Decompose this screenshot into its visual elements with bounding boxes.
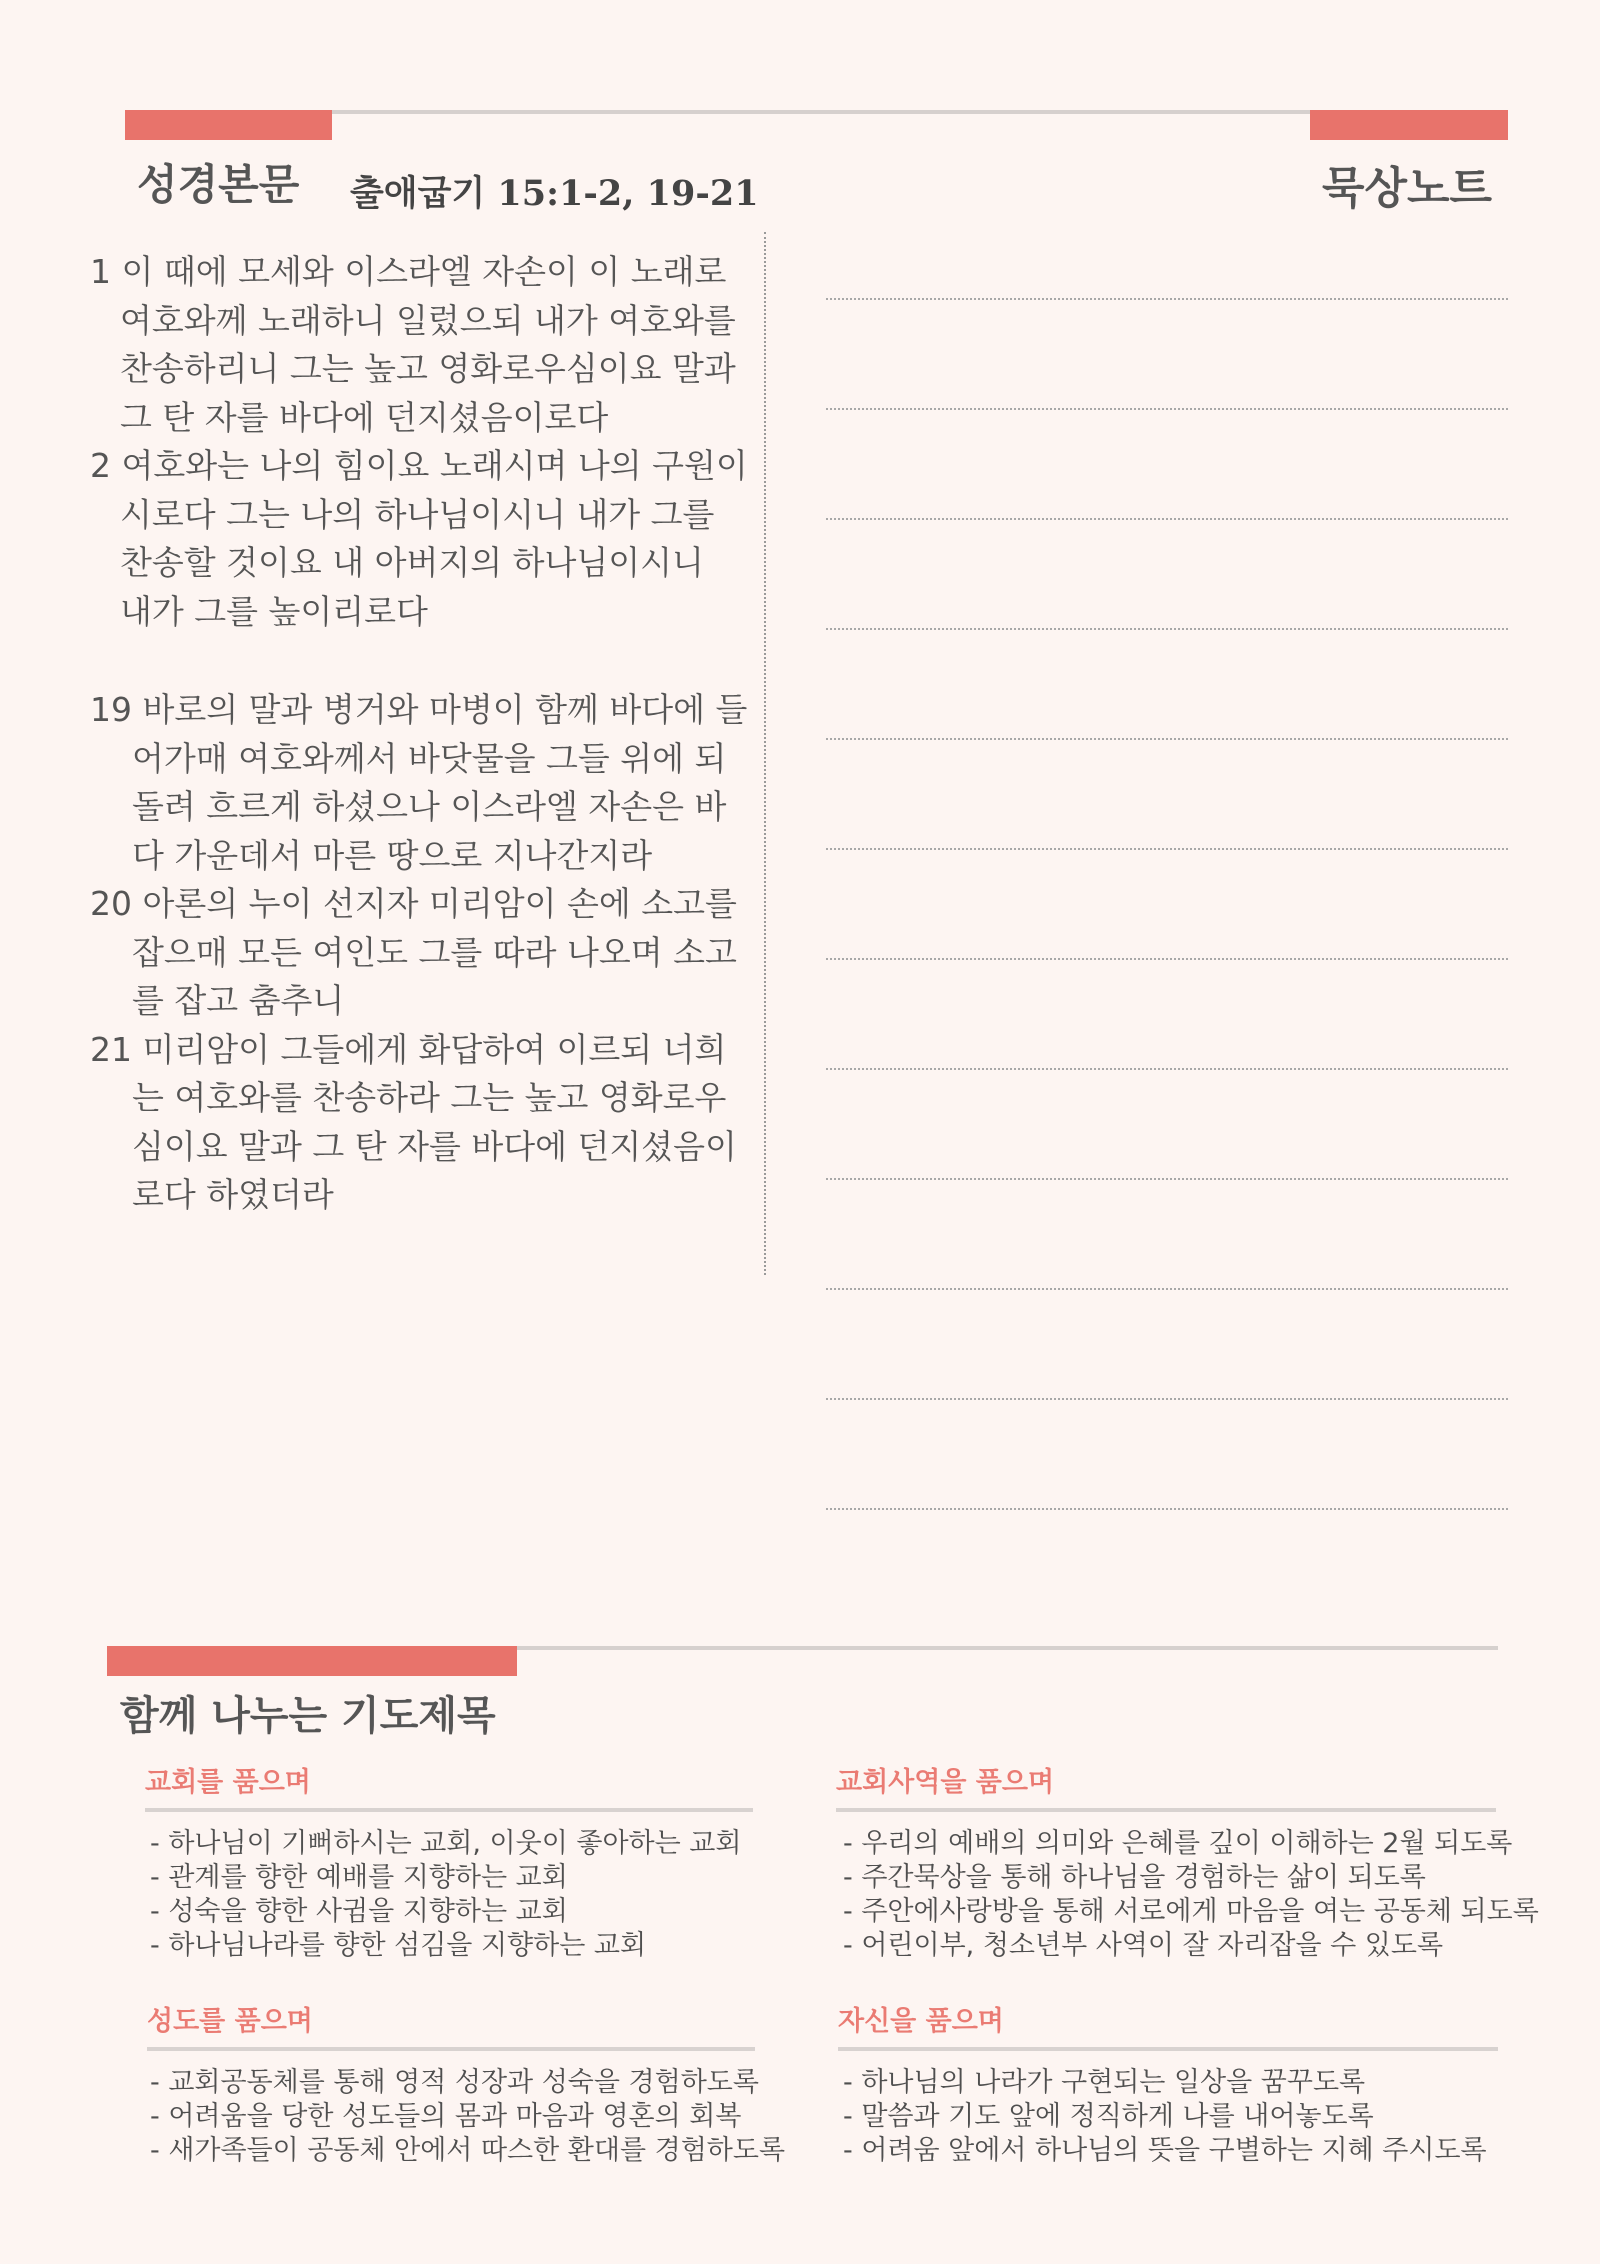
note-line[interactable] <box>826 1398 1508 1400</box>
church-prayer-title: 교회를 품으며 <box>145 1767 311 1798</box>
verse-line: 20 아론의 누이 선지자 미리암이 손에 소고를 <box>90 884 737 923</box>
note-line[interactable] <box>826 1288 1508 1290</box>
verse-line: 돌려 흐르게 하셨으나 이스라엘 자손은 바 <box>132 787 727 826</box>
note-line[interactable] <box>826 298 1508 300</box>
verse-line: 다 가운데서 마른 땅으로 지나간지라 <box>132 835 653 875</box>
verse-line: 찬송할 것이요 내 아버지의 하나님이시니 <box>120 543 704 582</box>
prayer-item: - 교회공동체를 통해 영적 성장과 성숙을 경험하도록 <box>150 2067 759 2098</box>
top-rule <box>125 110 1508 114</box>
prayer-item: - 새가족들이 공동체 안에서 따스한 환대를 경험하도록 <box>150 2135 786 2166</box>
note-line[interactable] <box>826 848 1508 850</box>
note-line[interactable] <box>826 1068 1508 1070</box>
prayer-item: - 하나님나라를 향한 섬김을 지향하는 교회 <box>150 1930 647 1961</box>
note-line[interactable] <box>826 738 1508 740</box>
ministry-prayer-list <box>843 1827 1539 1963</box>
prayer-item: - 우리의 예배의 의미와 은혜를 깊이 이해하는 2월 되도록 <box>843 1828 1513 1859</box>
ministry-prayer-title: 교회사역을 품으며 <box>836 1767 1055 1798</box>
self-prayer-list <box>843 2066 1487 2168</box>
church-prayer-rule <box>145 1808 753 1812</box>
section-title-accent <box>125 110 332 140</box>
column-divider <box>764 232 766 1275</box>
note-line[interactable] <box>826 408 1508 410</box>
section-title: 성경본문 <box>137 160 300 209</box>
verse-line: 21 미리암이 그들에게 화답하여 이르되 너희 <box>90 1029 727 1069</box>
ministry-prayer-rule <box>836 1808 1496 1812</box>
note-line[interactable] <box>826 628 1508 630</box>
prayer-title-accent <box>107 1646 517 1676</box>
prayer-item: - 어려움을 당한 성도들의 몸과 마음과 영혼의 회복 <box>150 2101 742 2132</box>
verse-line: 1 이 때에 모세와 이스라엘 자손이 이 노래로 <box>90 252 727 291</box>
verse-line: 여호와께 노래하니 일렀으되 내가 여호와를 <box>120 300 736 340</box>
prayer-item: - 주간묵상을 통해 하나님을 경험하는 삶이 되도록 <box>843 1862 1426 1893</box>
verse-line: 심이요 말과 그 탄 자를 바다에 던지셨음이 <box>132 1126 737 1166</box>
prayer-item: - 하나님의 나라가 구현되는 일상을 꿈꾸도록 <box>843 2067 1366 2098</box>
saints-prayer-title: 성도를 품으며 <box>147 2006 313 2037</box>
verse-line: 19 바로의 말과 병거와 마병이 함께 바다에 들 <box>90 690 748 729</box>
note-line[interactable] <box>826 958 1508 960</box>
verse-line: 시로다 그는 나의 하나님이시니 내가 그를 <box>120 494 715 534</box>
verse-line: 는 여호와를 찬송하라 그는 높고 영화로우 <box>132 1078 727 1117</box>
scripture-block-2 <box>90 686 748 1220</box>
verse-line: 잡으매 모든 여인도 그를 따라 나오며 소고 <box>132 932 737 972</box>
verse-line: 를 잡고 춤추니 <box>132 981 345 1020</box>
prayer-item: - 어린이부, 청소년부 사역이 잘 자리잡을 수 있도록 <box>843 1930 1444 1961</box>
prayer-item: - 관계를 향한 예배를 지향하는 교회 <box>150 1862 568 1893</box>
verse-line: 그 탄 자를 바다에 던지셨음이로다 <box>120 397 609 437</box>
saints-prayer-list <box>150 2066 785 2168</box>
note-title: 묵상노트 <box>1321 163 1492 214</box>
prayer-title: 함께 나누는 기도제목 <box>120 1693 496 1739</box>
scripture-block-1 <box>90 248 748 636</box>
self-prayer-rule <box>838 2047 1498 2051</box>
church-prayer-list <box>150 1827 741 1963</box>
verse-line: 2 여호와는 나의 힘이요 노래시며 나의 구원이 <box>90 446 748 485</box>
verse-line: 어가매 여호와께서 바닷물을 그들 위에 되 <box>132 738 727 778</box>
note-title-accent <box>1310 110 1508 140</box>
prayer-item: - 성숙을 향한 사귐을 지향하는 교회 <box>150 1896 568 1927</box>
verse-line: 찬송하리니 그는 높고 영화로우심이요 말과 <box>120 349 736 388</box>
note-line[interactable] <box>826 1508 1508 1510</box>
prayer-item: - 주안에사랑방을 통해 서로에게 마음을 여는 공동체 되도록 <box>843 1896 1539 1927</box>
prayer-item: - 어려움 앞에서 하나님의 뜻을 구별하는 지혜 주시도록 <box>843 2135 1487 2166</box>
prayer-item: - 말씀과 기도 앞에 정직하게 나를 내어놓도록 <box>843 2101 1374 2132</box>
note-line[interactable] <box>826 518 1508 520</box>
verse-line: 로다 하였더라 <box>132 1175 334 1214</box>
self-prayer-title: 자신을 품으며 <box>838 2006 1004 2037</box>
note-line[interactable] <box>826 1178 1508 1180</box>
verse-line: 내가 그를 높이리로다 <box>120 591 428 631</box>
saints-prayer-rule <box>147 2047 755 2051</box>
prayer-item: - 하나님이 기뻐하시는 교회, 이웃이 좋아하는 교회 <box>150 1828 742 1859</box>
scripture-reference: 출애굽기 15:1-2, 19-21 <box>350 173 759 214</box>
